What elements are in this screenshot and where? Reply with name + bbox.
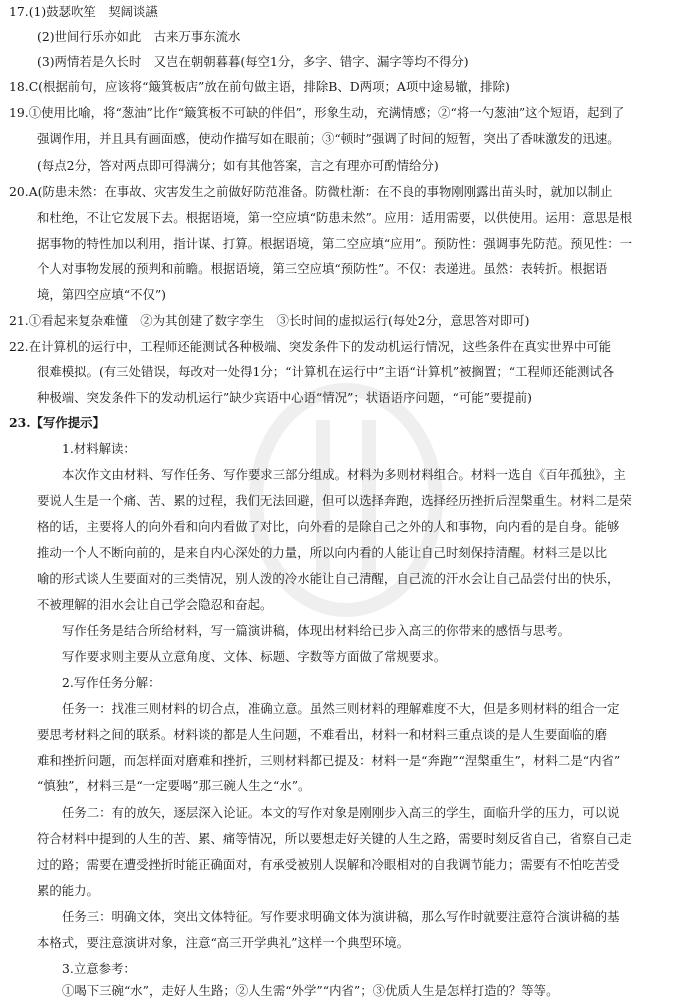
- answer-17-line-1: 17.(1)鼓瑟吹笙 契阔谈讌: [9, 4, 158, 19]
- answer-23-heading: 23.【写作提示】: [9, 415, 105, 430]
- answer-20-line-1: 20.A(防患未然：在事故、灾害发生之前做好防范准备。防微杜渐：在不良的事物刚刚露出苗头时，就加以制止: [9, 184, 613, 199]
- answer-22-line-3: 种极端、突发条件下的发动机运行”缺少宾语中心语“情况”；状语语序问题，“可能”要提前): [37, 390, 532, 405]
- answer-22-line-1: 22.在计算机的运行中，工程师还能测试各种极端、突发条件下的发动机运行情况，这些条件在真实世界中可能: [9, 339, 612, 354]
- paragraph-line: “慎独”，材料三是“一定要喝”那三碗人生之“水”。: [37, 778, 311, 793]
- paragraph-line: 喻的形式谈人生要面对的三类情况，别人泼的冷水能让自己清醒，自己流的汗水会让自己品尝付出的快乐，: [37, 571, 620, 586]
- paragraph-line: 要说人生是一个痛、苦、累的过程，我们无法回避，但可以选择奔跑，选择经历挫折后涅槃重生。材料二是荣: [37, 493, 632, 508]
- paragraph-line: 本次作文由材料、写作任务、写作要求三部分组成。材料为多则材料组合。材料一选自《百年孤独》，主: [62, 467, 626, 482]
- answer-17-line-2: (2)世间行乐亦如此 古来万事东流水: [37, 29, 241, 44]
- paragraph-line: 本格式，要注意演讲对象，注意“高三开学典礼”这样一个典型环境。: [37, 935, 409, 950]
- paragraph-line: ①喝下三碗“水”，走好人生路；②人生需“外学”“内省”；③优质人生是怎样打造的？等等。: [62, 983, 559, 998]
- section-heading-1: 1.材料解读：: [62, 441, 136, 456]
- section-heading-2: 2.写作任务分解：: [62, 675, 161, 690]
- paragraph-line: 格的话，主要将人的向外看和向内看做了对比，向外看的是除自己之外的人和事物，向内看的是自身。能够: [37, 519, 620, 534]
- paragraph-line: 要思考材料之间的联系。材料谈的都是人生问题，不难看出，材料一和材料三重点谈的是人生要面临的磨: [37, 727, 607, 742]
- answer-18: 18.C(根据前句，应该将“簸箕板店”放在前句做主语，排除B、D两项；A项中途易辙，排除): [9, 79, 510, 94]
- paragraph-line: 任务三：明确文体，突出文体特征。写作要求明确文体为演讲稿，那么写作时就要注意符合演讲稿的基: [62, 909, 620, 924]
- answer-19-line-2: 强调作用，并且具有画面感，使动作描写如在眼前；③“顿时”强调了时间的短暂，突出了香味激发的迅速。: [37, 131, 620, 146]
- paragraph-line: 难和挫折问题，而怎样面对磨难和挫折，三则材料都已提及：材料一是“奔跑”“涅槃重生”，材料二是“内省”: [37, 753, 621, 768]
- paragraph-line: 不被理解的泪水会让自己学会隐忍和奋起。: [37, 597, 273, 612]
- paragraph-line: 过的路；需要在遭受挫折时能正确面对，有承受被别人误解和冷眼相对的自我调节能力；需要有不怕吃苦受: [37, 857, 620, 872]
- answer-20-line-2: 和杜绝，不让它发展下去。根据语境，第一空应填“防患未然”。应用：适用需要，以供使用。运用：意思是根: [37, 210, 633, 225]
- paragraph-line: 任务一：找准三则材料的切合点，准确立意。虽然三则材料的理解难度不大，但是多则材料的组合一定: [62, 701, 620, 716]
- paragraph-line: 累的能力。: [37, 883, 99, 898]
- answer-19-line-3: (每点2分，答对两点即可得满分；如有其他答案，言之有理亦可酌情给分): [37, 158, 439, 173]
- paragraph-line: 任务二：有的放矢，逐层深入论证。本文的写作对象是刚刚步入高三的学生，面临升学的压力，可以说: [62, 805, 620, 820]
- answer-17-line-3: (3)两情若是久长时 又岂在朝朝暮暮(每空1分，多字、错字、漏字等均不得分): [37, 54, 469, 69]
- answer-20-line-3: 据事物的特性加以利用，指计谋、打算。根据语境，第二空应填“应用”。预防性：强调事先防范。预见性：一: [37, 236, 633, 251]
- answer-20-line-5: 境，第四空应填“不仅”): [37, 287, 167, 302]
- paragraph-line: 推动一个人不断向前的，是来自内心深处的力量，所以向内看的人能让自己时刻保持清醒。材料三是以比: [37, 545, 607, 560]
- answer-22-line-2: 很难模拟。(有三处错误，每改对一处得1分；“计算机在运行中”主语“计算机”被搁置；“工程师还能测试各: [37, 364, 615, 379]
- paragraph-line: 符合材料中提到的人生的苦、累、痛等情况，所以要想走好关键的人生之路，需要时刻反省自己，省察自己走: [37, 831, 632, 846]
- answer-19-line-1: 19.①使用比喻，将“葱油”比作“簸箕板不可缺的伴侣”，形象生动，充满情感；②“将一勺葱油”这个短语，起到了: [9, 105, 625, 120]
- paragraph-line: 写作任务是结合所给材料，写一篇演讲稿，体现出材料给已步入高三的你带来的感悟与思考。: [62, 623, 571, 638]
- answer-21: 21.①看起来复杂难懂 ②为其创建了数字孪生 ③长时间的虚拟运行(每处2分，意思答对即可): [9, 313, 530, 328]
- paragraph-line: 写作要求则主要从立意角度、文体、标题、字数等方面做了常规要求。: [62, 649, 447, 664]
- answer-20-line-4: 个人对事物发展的预判和前瞻。根据语境，第三空应填“预防性”。不仅：表递进。虽然：表转折。根据语: [37, 261, 608, 276]
- section-heading-3: 3.立意参考：: [62, 961, 136, 976]
